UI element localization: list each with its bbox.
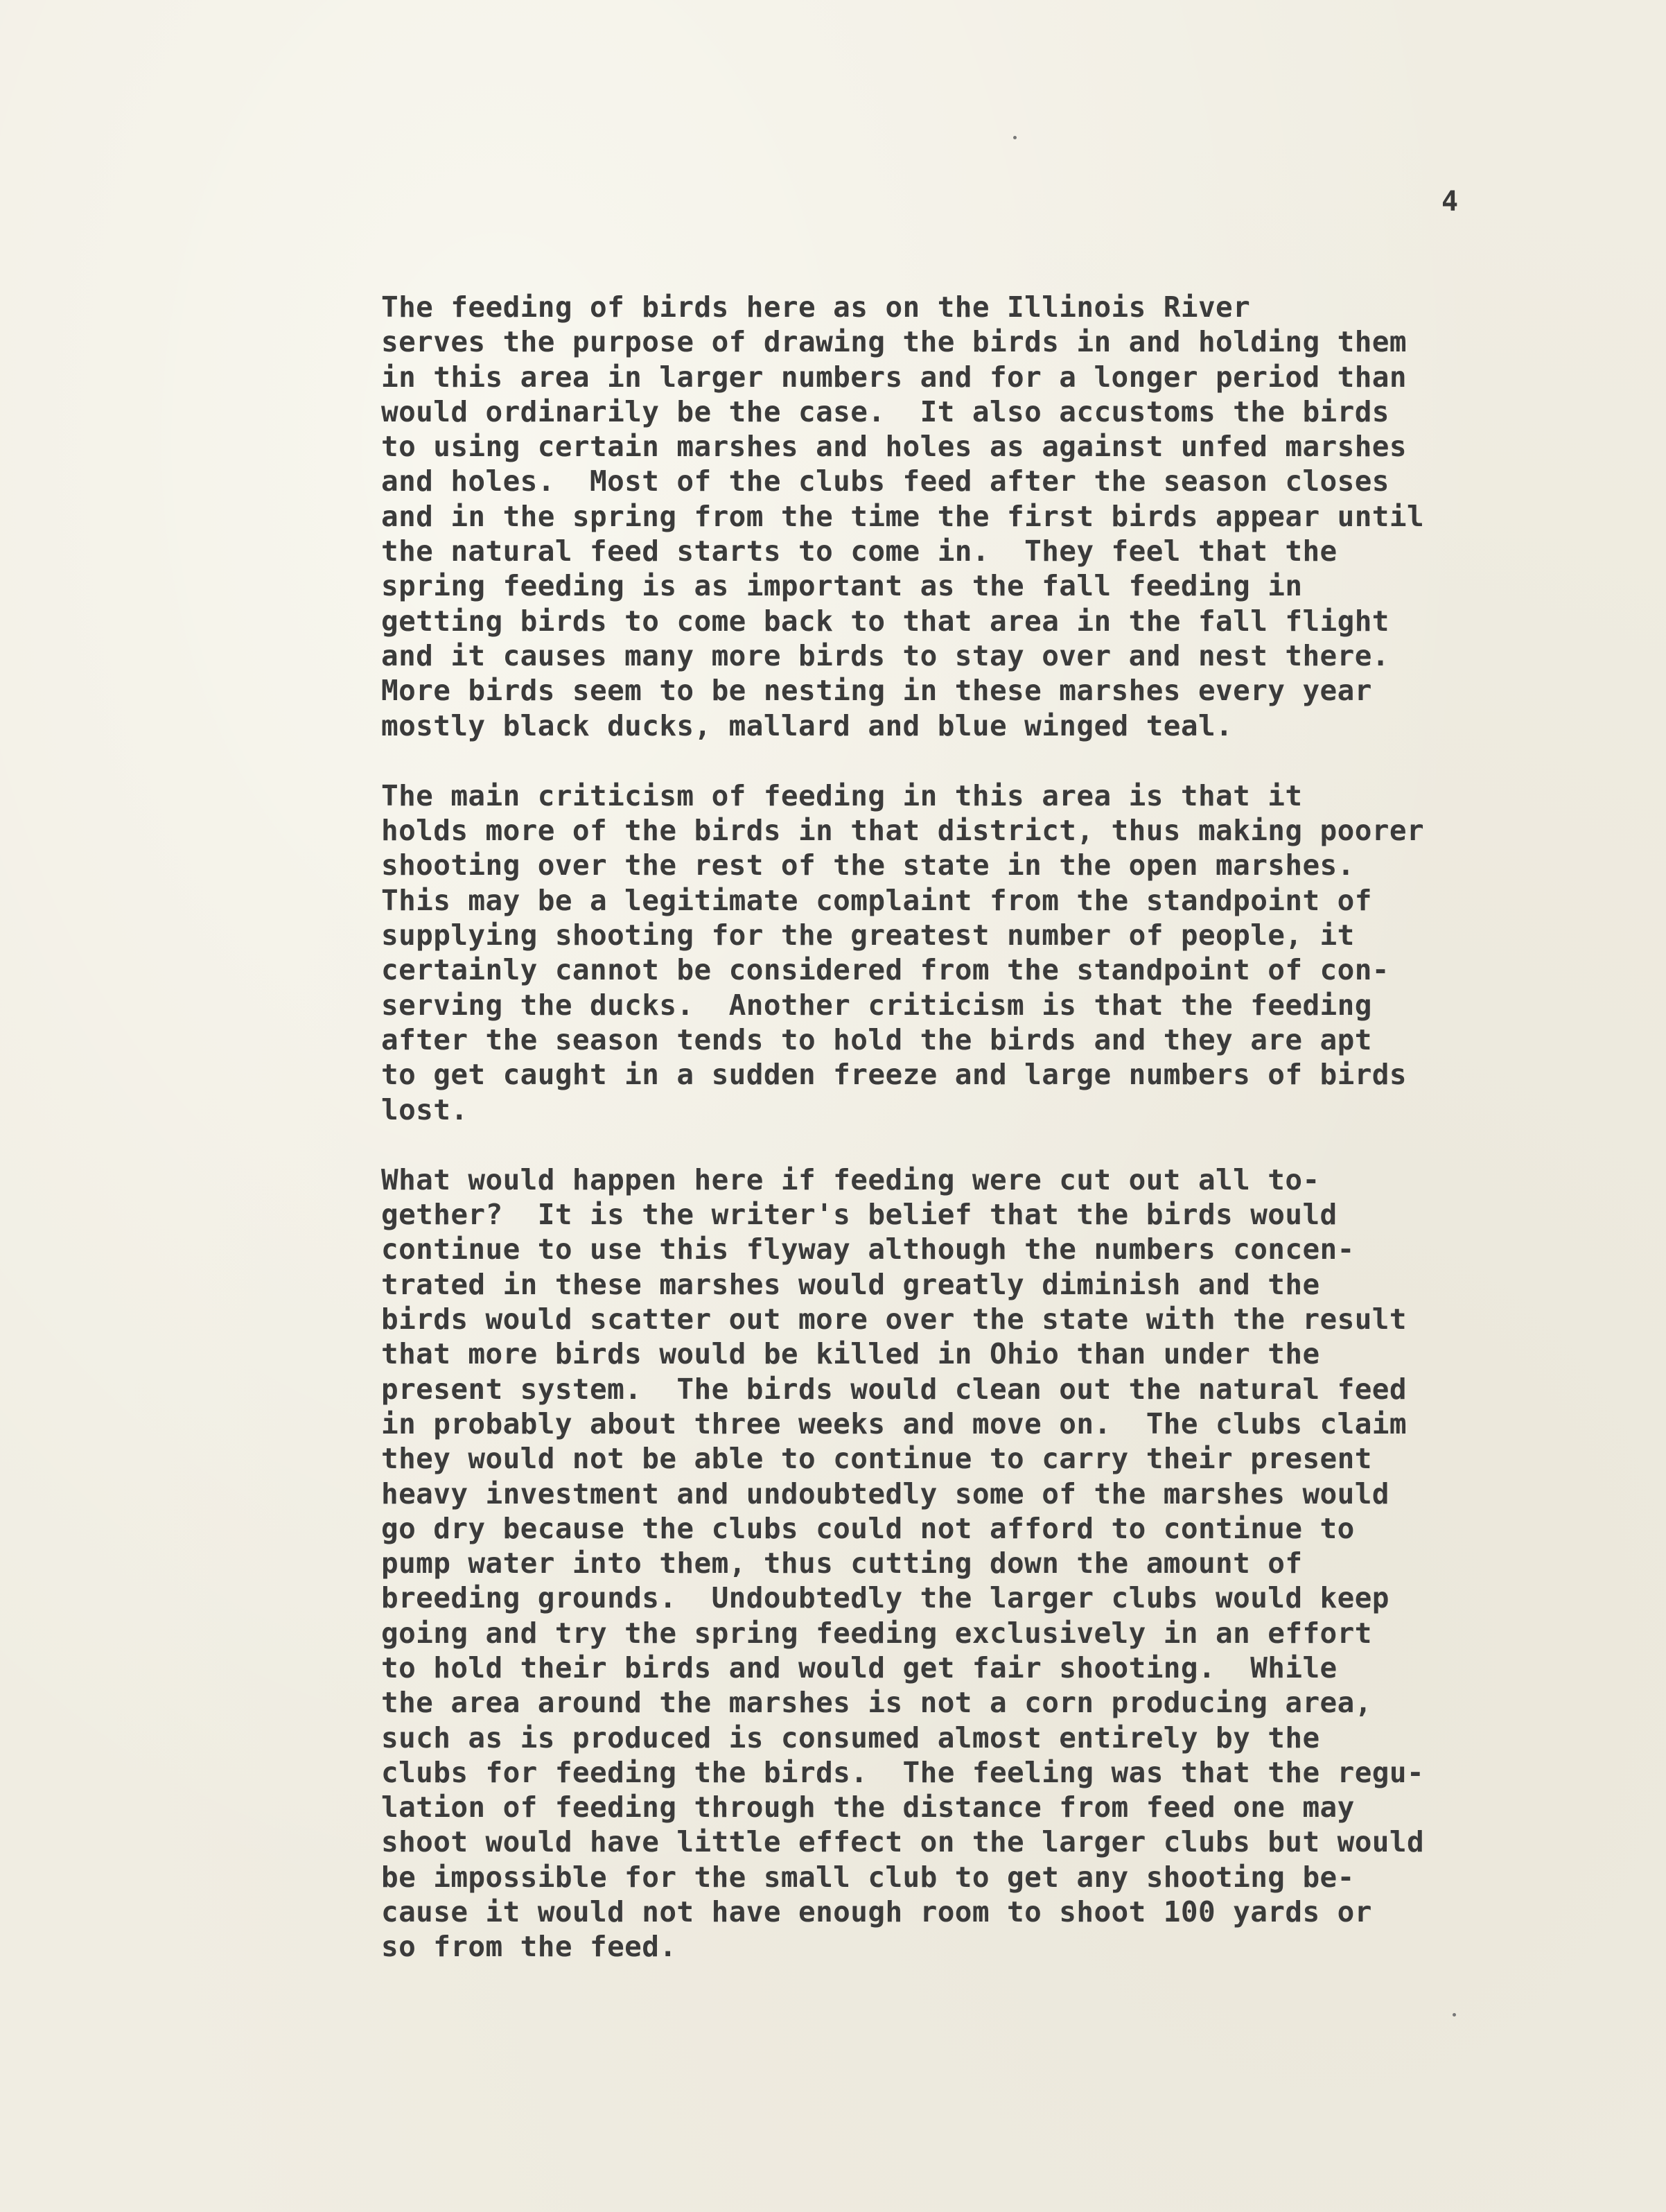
text-line: going and try the spring feeding exclusively in an effort — [381, 1616, 1372, 1650]
text-line: supplying shooting for the greatest number of people, it — [381, 918, 1355, 952]
text-line: in probably about three weeks and move on. The clubs claim — [381, 1407, 1407, 1440]
text-line: pump water into them, thus cutting down the amount of — [381, 1547, 1303, 1580]
text-line: breeding grounds. Undoubtedly the larger clubs would keep — [381, 1581, 1389, 1615]
text-line: holds more of the birds in that district, thus making poorer — [381, 814, 1425, 848]
text-line: heavy investment and undoubtedly some of the marshes would — [381, 1477, 1389, 1510]
text-line: shooting over the rest of the state in the open marshes. — [381, 848, 1355, 882]
body-text — [277, 290, 1538, 2000]
text-line: after the season tends to hold the birds and they are apt — [381, 1022, 1372, 1056]
text-line: go dry because the clubs could not afford to continue to — [381, 1511, 1355, 1545]
text-line: certainly cannot be considered from the standpoint of con- — [381, 953, 1389, 987]
text-line: lost. — [381, 1092, 468, 1126]
text-line: More birds seem to be nesting in these marshes every year — [381, 674, 1372, 708]
text-line: continue to use this flyway although the numbers concen- — [381, 1233, 1355, 1266]
text-line: getting birds to come back to that area in the fall flight — [381, 604, 1389, 638]
text-line: to hold their birds and would get fair shooting. While — [381, 1651, 1338, 1684]
text-line: spring feeding is as important as the fall feeding in — [381, 569, 1303, 603]
text-line: they would not be able to continue to carry their present — [381, 1442, 1372, 1476]
text-line: mostly black ducks, mallard and blue winged teal. — [381, 708, 1234, 742]
paper-speck — [1013, 136, 1017, 139]
text-line: lation of feeding through the distance from feed one may — [381, 1791, 1355, 1825]
text-line: shoot would have little effect on the larger clubs but would — [381, 1825, 1425, 1859]
text-line: serving the ducks. Another criticism is that the feeding — [381, 988, 1372, 1022]
text-line: present system. The birds would clean out the natural feed — [381, 1372, 1407, 1406]
text-line: that more birds would be killed in Ohio than under the — [381, 1337, 1320, 1371]
text-line: would ordinarily be the case. It also accustoms the birds — [381, 394, 1389, 428]
text-line: trated in these marshes would greatly diminish and the — [381, 1267, 1320, 1301]
text-line: and holes. Most of the clubs feed after the season closes — [381, 464, 1389, 498]
text-line: be impossible for the small club to get any shooting be- — [381, 1860, 1355, 1894]
text-line: clubs for feeding the birds. The feeling was that the regu- — [381, 1755, 1425, 1789]
text-line: and in the spring from the time the first birds appear until — [381, 499, 1425, 533]
text-line: to using certain marshes and holes as against unfed marshes — [381, 430, 1407, 464]
text-line: The main criticism of feeding in this area is that it — [381, 778, 1303, 812]
text-line: birds would scatter out more over the state with the result — [381, 1303, 1407, 1336]
text-line: the area around the marshes is not a corn producing area, — [381, 1686, 1372, 1720]
text-line: This may be a legitimate complaint from the standpoint of — [381, 883, 1372, 917]
text-line: such as is produced is consumed almost entirely by the — [381, 1721, 1320, 1754]
text-line: the natural feed starts to come in. They feel that the — [381, 534, 1338, 568]
text-line: in this area in larger numbers and for a longer period than — [381, 360, 1407, 394]
paragraph-2 — [277, 778, 1538, 1127]
text-line: gether? It is the writer's belief that the birds would — [381, 1198, 1338, 1232]
text-line: serves the purpose of drawing the birds in and holding them — [381, 325, 1407, 359]
paragraph-1 — [277, 290, 1538, 743]
text-line: so from the feed. — [381, 1930, 677, 1964]
text-line: cause it would not have enough room to shoot 100 yards or — [381, 1895, 1372, 1929]
text-line: The feeding of birds here as on the Illinois River — [381, 290, 1251, 324]
text-line: and it causes many more birds to stay over and nest there. — [381, 638, 1389, 672]
paragraph-3 — [277, 1162, 1538, 1965]
text-line: to get caught in a sudden freeze and large numbers of birds — [381, 1058, 1407, 1092]
page-number: 4 — [1441, 186, 1459, 218]
text-line: What would happen here if feeding were cut out all to- — [381, 1162, 1320, 1196]
paper-speck — [1453, 2013, 1456, 2017]
